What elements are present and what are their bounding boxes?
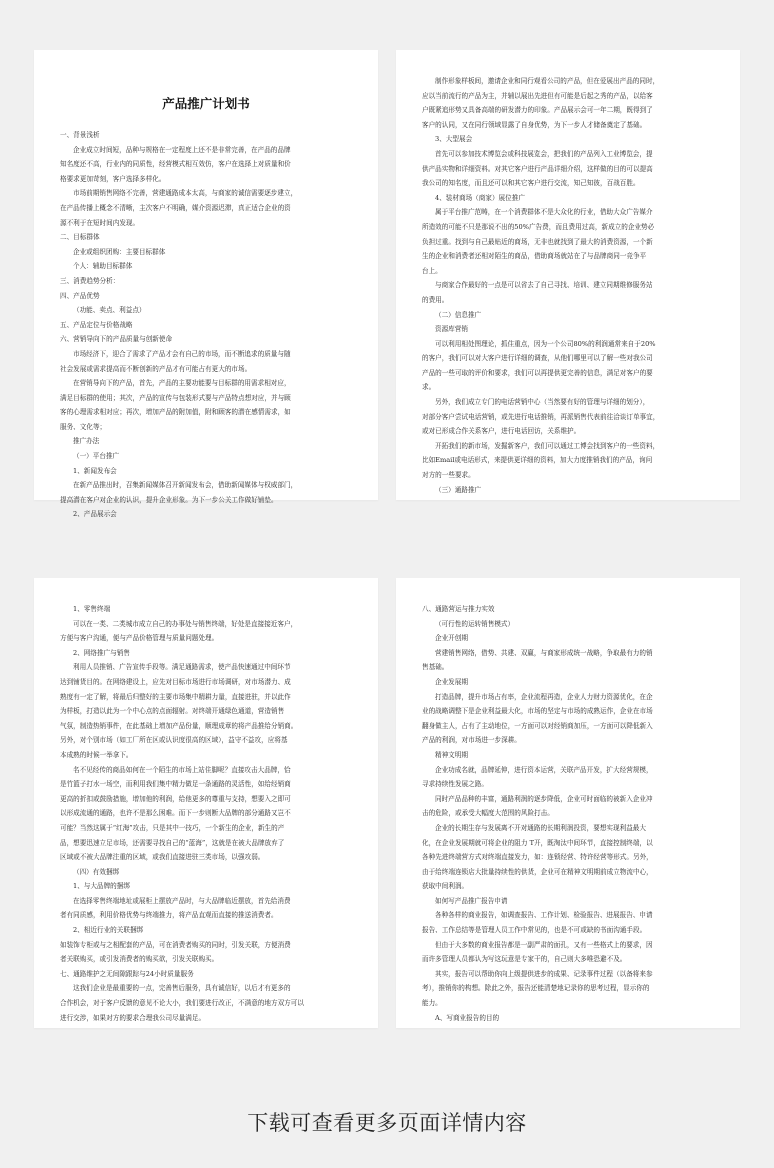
text-line: A、写商业报告的目的 (435, 1013, 500, 1022)
text-line: 可以利用相处图理论，抓住重点，因为一个公司80%的利润通常来自于20% (435, 339, 656, 348)
text-line: 更高的折扣或鼓励措施，增加他的利润，给他更多的尊重与支持，想要入之即可 (60, 794, 291, 803)
text-line: 七、通路维护之无间隙跟踪与24小时质量服务 (60, 969, 194, 978)
text-line: 五、产品定位与价格战略 (60, 320, 133, 329)
text-line: 属于平台推广范畴，在一个消费群体不是大众化的行业，借助大众广告媒介 (435, 208, 653, 217)
text-line: 是竹篮子打水一场空，而利用我们集中精力做足一条通路的灵活性，如给经销商 (60, 780, 291, 789)
text-line: 一、背景浅析 (60, 131, 100, 139)
text-line: 名不见经传的商品如何在一个陌生的市场上站住脚呢？直接攻击大品牌，恰 (73, 765, 291, 774)
text-line: 首先可以参加技术博览会或科技展览会，把我们的产品列入工业博览会，提 (435, 149, 653, 158)
text-line: 格要求更加苛刻，客户选择多样化。 (60, 174, 166, 183)
text-line: 开拓我们的新市场，发掘新客户，我们可以通过工博会找到客户的一些资料， (435, 441, 660, 450)
text-line: 报告、工作总结等是管理人员工作中常见的，也是不可或缺的书面沟通手段。 (422, 926, 647, 935)
text-line: 本成熟的时候一举拿下。 (60, 750, 133, 759)
text-line: 企业开创期 (435, 634, 468, 643)
text-line: 负担过重。找到与自己最贴近的商场，无非也就找到了最大的消费资源，一个新 (422, 237, 653, 246)
text-line: 市场经济下，迎合了需求了产品才会有自己的市场，而不断追求的质量与随 (73, 349, 291, 358)
text-line: 售基础。 (422, 663, 449, 672)
text-line: 为样板，打造以此为一个中心点的点面辐射。对终端开通绿色通道，营造销售 (60, 707, 285, 716)
text-line: 2、网络推广与销售 (73, 648, 130, 657)
text-line: 推广办法 (73, 437, 100, 446)
text-line: 1、零售终端 (73, 605, 111, 613)
text-line: 如装饰专柜或与之相配套的产品，可在消费者购买的同时，引发关联，方便消费 (60, 940, 291, 949)
text-line: 但由于大多数的商业报告都是一副严肃的面孔，又有一些格式上的要求，因 (435, 940, 653, 949)
text-line: 打造品牌，提升市场占有率，企业流程再造，企业人力财力资源优化，在企 (435, 692, 653, 701)
text-line: 产品的一些可取的评价和要求，我们可以再提供更完善的信息，满足对客户的要 (422, 368, 653, 377)
text-line: 提高潜在客户对企业的认识，提升企业形象。为下一步公关工作做好铺垫。 (60, 495, 278, 504)
text-line: 翻身做主人，占有了主动地位，一方面可以对经销商加压，一方面可以降低新入 (422, 721, 653, 730)
text-line: 比如Email或电话形式，来提供更详细的资料，加大力度推销我们的产品，询问 (422, 456, 653, 465)
text-line: 我公司的知名度，而且还可以和其它客户进行交流，知己知彼，百战百胜。 (422, 179, 640, 188)
text-line: 资源库营销 (435, 325, 468, 334)
text-line: 2、相近行业的关联捆绑 (73, 926, 144, 935)
text-line: 服务、文化等； (60, 422, 107, 431)
text-line: 企业或组织团购：主要目标群体 (73, 247, 166, 256)
text-line: 熟度有一定了解，将最后归整好的主要市场集中精耕力量，直接进驻，并以此作 (60, 692, 291, 701)
text-line: 2、产品展示会 (73, 510, 117, 519)
text-line: 4、装材商场（商家）展位推广 (435, 193, 525, 202)
text-line: 方便与客户沟通，便与产品价格管理与质量问题处理。 (60, 634, 219, 643)
text-line: 以形成流通的通路，也许不是那么困难。而下一步则断大品牌的部分通路又岂不 (60, 809, 291, 818)
text-line: 在营销导向下的产品，首先，产品的主要功能要与目标群的用需求相对应， (73, 379, 291, 388)
text-line: 制作形象样板间，邀请企业和同行观看公司的产品，但在爱展出产品的同时， (435, 77, 660, 85)
text-line: 企业发展期 (435, 677, 468, 686)
text-line: 者有同质感，利用价格优势与终端推力，将产品直观而直接的推送消费者。 (60, 911, 278, 920)
text-line: 获取中间利润。 (422, 882, 469, 891)
text-line: （二）信息推广 (435, 310, 482, 319)
text-line: 企业功成名就，品牌延伸，进行资本运营，关联产品开发，扩大经营规模， (435, 765, 653, 774)
text-line: 达到铺货目的。在网络建设上，应先对目标市场进行市场调研，对市场潜力、成 (60, 677, 291, 686)
text-line: 的费用。 (422, 295, 449, 304)
text-line: 这我们企业是最重要的一点，完善售后服务，具有诚信好，以后才有更多的 (73, 984, 291, 993)
text-line: 台上。 (422, 266, 442, 275)
text-line: 市场前期销售网络不完善，营建通路成本太高，与商家的诚信需要逐步建立， (73, 189, 298, 198)
page-top-margin (60, 588, 352, 602)
text-line: （可行性的运转销售模式） (435, 619, 515, 628)
text-line: 在产品传播上概念不清晰，主次客户不明确，媒介资源迟滞，真正适合企业的资 (60, 203, 291, 212)
text-line: （功能、卖点、利益点） (73, 306, 146, 315)
text-line: 或对已形成合作关系客户，进行电话回访，关系维护。 (422, 427, 581, 436)
text-line: 营建销售网络，借势、共建、双赢，与商家形成统一战略，争取最有力的销 (435, 648, 653, 657)
text-line: 气氛，制造热销事件，在此基础上增加产品份量，顺理成章的将产品推给分销商。 (60, 721, 298, 730)
text-line: （四）有效捆绑 (73, 867, 120, 876)
download-more-text[interactable]: 下载可查看更多页面详情内容 (247, 1111, 527, 1135)
text-line: 客的心理需求相对应；再次，增加产品的附加值，附和顾客的潜在感情需求，如 (60, 408, 291, 417)
text-line: 者关联购买，或引发消费者的购买欲，引发关联购买。 (60, 955, 219, 964)
text-line: （一）平台推广 (73, 452, 120, 461)
text-line: 击的危险，或承受大幅度大范围的风险打击。 (422, 809, 554, 818)
text-line: 由于给终端连锁店大批量持续性的供货，企业可在精神文明期前成立物流中心， (422, 867, 653, 876)
text-line: 而许多管理人员都认为写这玩意是专家干的，自己则大多唯恐避不及。 (422, 955, 627, 964)
document-page-3 (34, 578, 378, 1028)
text-line: 寻求持续性发展之路。 (422, 780, 488, 789)
text-line: 社会发展或需求提高而不断创新的产品才有可能占有更大的市场。 (60, 364, 252, 373)
text-line: 满足目标群的使用；其次，产品的宣传与包装形式要与产品特点想对应，并与顾 (60, 393, 291, 402)
text-line: 企业的长期生存与发展离不开对通路的长期利润投资，要想实现利益最大 (435, 823, 646, 832)
text-line: 与商家合作最好的一点是可以省去了自己寻找、培训、建立同期维修服务站 (435, 281, 653, 290)
text-line: （三）通路推广 (435, 485, 482, 494)
text-line: 应以当前流行的产品为主，并辅以展出先进但有可能是后起之秀的产品，以给客 (422, 91, 653, 100)
text-line: 能力。 (422, 999, 442, 1008)
text-line: 1、新闻发布会 (73, 466, 117, 475)
document-page-2 (396, 50, 740, 500)
text-line: 考），推销你的构想。除此之外，报告还能清楚地记录你的思考过程，显示你的 (422, 984, 650, 993)
text-line: 六、营销导向下的产品质量与创新使命 (60, 335, 173, 344)
text-line: 对方的一些要求。 (422, 471, 475, 480)
text-line: 合作机会，对于客户反馈的意见不论大小，我们要进行改正，不满意的地方双方可以 (60, 999, 304, 1008)
text-line: 区域或不被大品牌注重的区域，或我们直接进驻三类市场，以强攻弱。 (60, 853, 265, 862)
page-top-margin (422, 588, 714, 602)
page-top-margin (422, 60, 714, 74)
text-line: 知名度还不高，行业内的同质性，经营模式相互效仿，客户在选择上对质量和价 (60, 160, 291, 169)
text-line: 各种各样的商业报告，如调查报告、工作计划、检验报告、进展报告、申请 (435, 911, 653, 920)
text-line: 另外，对个别市场（如工厂所在区或认识度很高的区域），益守不益攻，应将基 (60, 736, 288, 745)
text-line: 生的企业和消费者还相对陌生的商品，借助商场就站在了与品牌商同一竞争平 (422, 252, 647, 261)
text-line: 产品的利润，对市场进一步深耕。 (422, 736, 521, 745)
document-page-1 (34, 50, 378, 519)
text-line: 个人：辅助目标群体 (73, 262, 133, 271)
text-line: 各种先进终端营方式对终端直接发力，如：连锁经营、特许经营等形式。另外， (422, 853, 653, 862)
text-line: 精神文明期 (435, 750, 468, 759)
text-line: 进行交涉，如果对方的要求合理我公司尽量满足。 (60, 1013, 206, 1022)
text-line: 同时产品品种的丰富，通路利润的逐步降低，企业可时面临的被新入企业冲 (435, 794, 653, 803)
text-line: 在新产品推出时，召集新闻媒体召开新闻发布会，借助新闻媒体与权威部门， (73, 481, 298, 490)
text-line: 可以在一类、二类城市成立自己的办事处与销售终端，好处是直接接近客户， (73, 619, 298, 628)
text-line: 客户的认同，又在同行领域显露了自身优势，为下一步人才储备奠定了基础。 (422, 120, 647, 129)
document-page-4 (396, 578, 740, 1028)
text-line: 1、与大品牌的捆绑 (73, 882, 130, 891)
text-line: 八、通路营运与推力实效 (422, 605, 495, 613)
text-line: 户既紧追形势又具备高端的研发潜力的印象。产品展示会可一年二期，既得到了 (422, 106, 653, 115)
text-line: 源不利于在短时间内发现。 (60, 218, 140, 227)
text-line: 供产品实物和详细资料。对其它客户进行产品详细介绍，这样做的目的可以提高 (422, 164, 653, 173)
text-line: 二、目标群体 (60, 233, 100, 242)
text-line: 四、产品优势 (60, 291, 100, 300)
text-line: 3、大型展会 (435, 135, 473, 144)
text-line: 三、消费趋势分析： (60, 276, 120, 285)
text-line: 所造效的可能不只是那说不出的50%广告费，而且费用过高，新成立的企业势必 (422, 222, 655, 231)
text-line: 业的战略调整下是企业利益最大化，市场的坚定与市场的成熟运作，企业在市场 (422, 707, 653, 716)
document-title: 产品推广计划书 (162, 96, 250, 111)
text-line: 化，在企业发展期就可将企业的阻力 T开，既淘汰中间环节，直接控制终端，以 (422, 838, 653, 847)
text-line: 另外，我们成立专门的电话营销中心（当然要有好的管理与详细的划分）， (435, 398, 650, 407)
text-line: 可能？当然这属于“红海”攻击，只是其中一技巧，一个新生的企业，新生的产 (60, 823, 285, 832)
text-line: 在选择零售终端地址或展柜上摆放产品时，与大品牌临近摆放，首先给消费 (73, 896, 291, 905)
text-line: 求。 (422, 383, 436, 392)
text-line: 企业成立时间短，品种与规格在一定程度上还不是非常完善，在产品的品牌 (73, 145, 291, 154)
text-line: 其实，报告可以帮助你向上级提供进步的成果、记录事件过程（以备将来参 (435, 969, 653, 978)
text-line: 利用人员推销、广告宣传手段等。满足通路需求，使产品快速通过中间环节 (73, 663, 291, 672)
text-line: 如何写产品推广报告申请 (435, 896, 508, 905)
text-line: 品，想要迅速立足市场，还需要寻找自己的“蓝海”，这就是在被大品牌放弃了 (60, 838, 285, 847)
text-line: 对部分客户尝试电话营销，或先进行电话推销，再派销售代表前往洽谈订单事宜， (422, 412, 660, 421)
text-line: 的客户，我们可以对大客户进行详细的调查，从他们哪里可以了解一些对我公司 (422, 354, 653, 363)
